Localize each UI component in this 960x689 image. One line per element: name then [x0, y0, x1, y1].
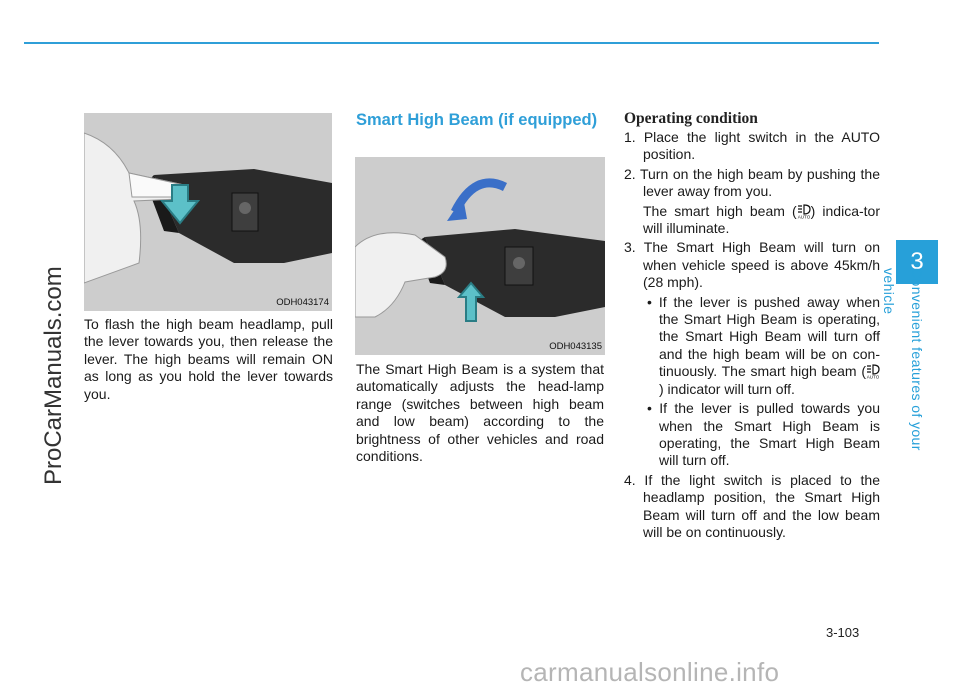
figure-code: ODH043174 [276, 297, 329, 308]
bullet-1-end: ) indicator will turn off. [659, 380, 795, 397]
svg-text:AUTO: AUTO [797, 214, 810, 219]
step-3: 3. The Smart High Beam will turn on when vehicle speed is above 45km/h (28 mph). [624, 239, 880, 291]
figure-smart-high-beam-lever [355, 157, 605, 355]
watermark-bottom: carmanualsonline.info [520, 657, 780, 687]
step-1: 1. Place the light switch in the AUTO position. [624, 129, 880, 163]
figure-flash-lever [84, 113, 332, 311]
left-paragraph: To flash the high beam headlamp, pull the lever towards you, then release the lever. The high beams will remain ON as long as you hold the lever towards you. [84, 316, 333, 402]
page-number: 3-103 [826, 625, 860, 640]
middle-paragraph: The Smart High Beam is a system that automatically adjusts the head-lamp range (switches between high beam and low beam) according to the brightness of other vehicles and road conditions. [356, 361, 604, 465]
smart-high-beam-auto-icon [797, 204, 811, 219]
chapter-tab: 3 [896, 240, 938, 284]
step-2-note-end: ) indica-tor will illuminate. [643, 202, 880, 237]
operating-steps [624, 129, 880, 543]
lever-illustration [84, 113, 332, 311]
operating-condition-title: Operating condition [624, 110, 758, 127]
smart-high-beam-auto-icon [866, 364, 880, 379]
step-2-note-start: The smart high beam ( [643, 202, 797, 219]
section-title: Smart High Beam (if equipped) [356, 111, 598, 129]
watermark-side: ProCarManuals.com [40, 266, 67, 485]
step-2-note [624, 203, 880, 238]
figure-code: ODH043135 [549, 341, 602, 352]
bullet-2: • If the lever is pulled towards you when the Smart High Beam is operating, the Smart High Beam will turn off. [647, 400, 880, 469]
svg-text:AUTO: AUTO [866, 374, 880, 380]
step-4: 4. If the light switch is placed to the headlamp position, the Smart High Beam will turn off and the low beam will be on continuously. [624, 471, 880, 540]
smart-beam-illustration [355, 157, 605, 355]
top-rule [24, 42, 879, 44]
chapter-title: Convenient features of your vehicle [881, 268, 925, 451]
bullet-1: • If the lever is pushed away when the Smart High Beam is operating, the Smart High Beam will turn off and the high beam will be on con-tinuously. The smart high beam ( AUTO ) indicator will turn off. [647, 293, 880, 397]
step-2: 2. Turn on the high beam by pushing the lever away from you. [624, 165, 880, 200]
bullet-2-text: If the lever is pulled towards you when the Smart High Beam is operating, the Smart High Beam will turn off. [659, 400, 880, 469]
bullet-1-start: If the lever is pushed away when the Smart High Beam is operating, the Smart High Beam will turn off and the high beam will be on con-tinuously. The smart high beam ( [658, 293, 880, 380]
